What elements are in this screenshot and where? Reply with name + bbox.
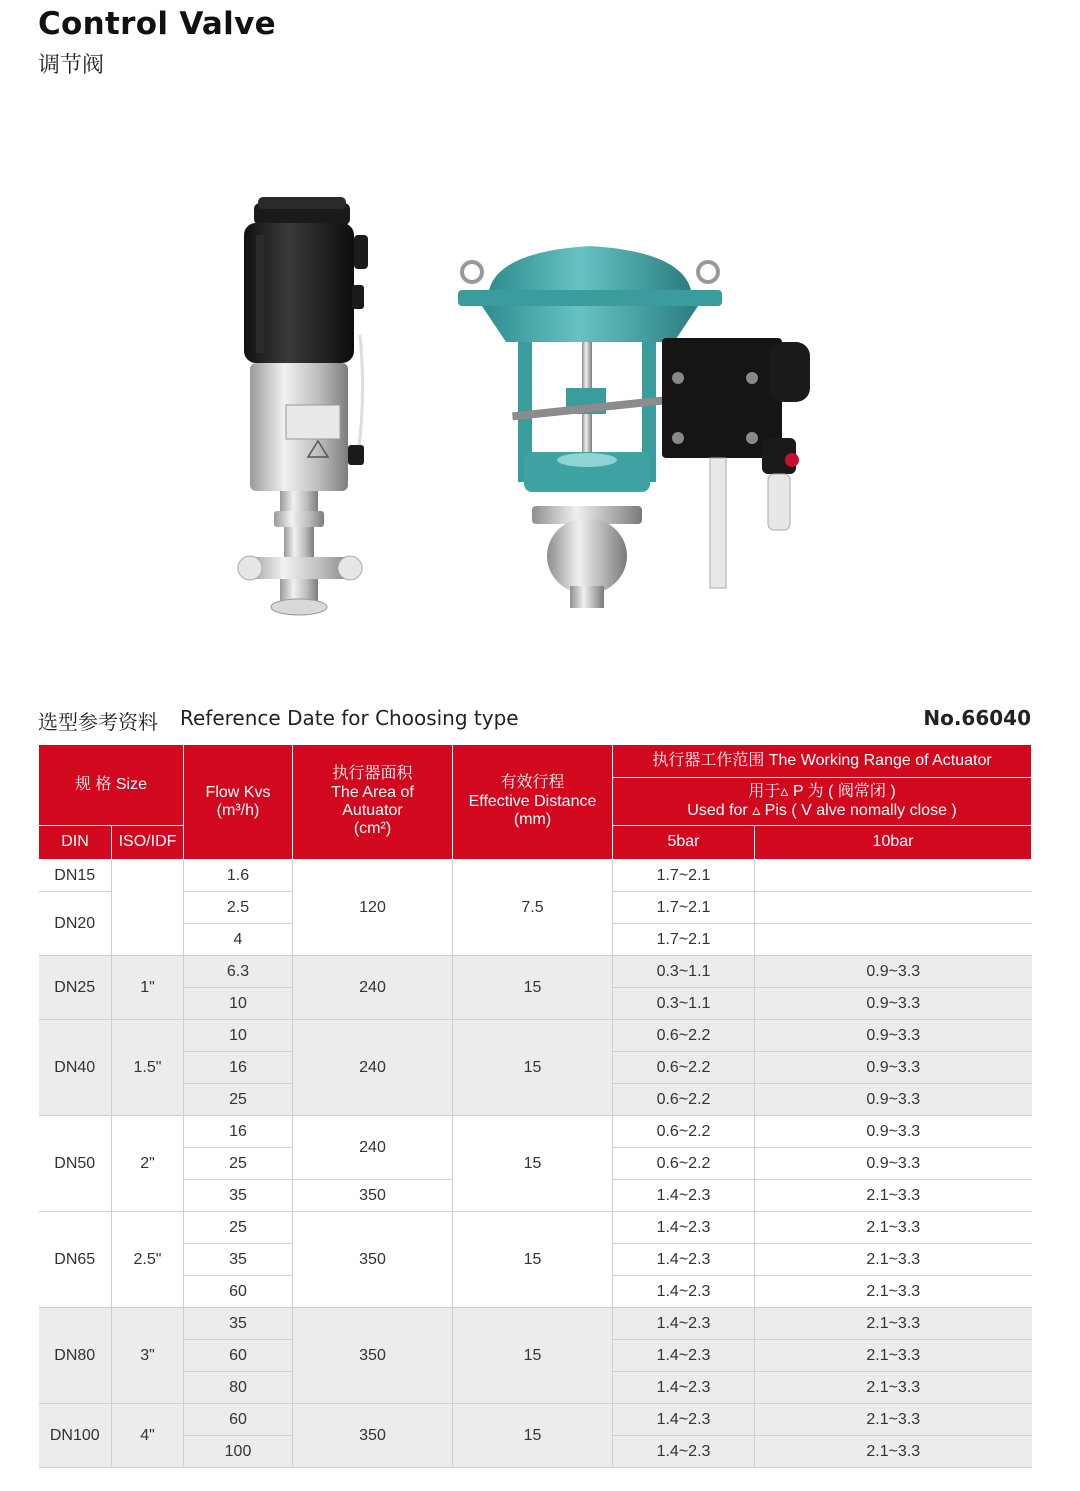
iso-cell: 2.5" [112,1212,184,1308]
group-dn80 [39,1308,1032,1404]
group-dn15-dn20 [39,860,1032,956]
distance-cell: 15 [453,1020,613,1116]
p10-cell: 0.9~3.3 [755,988,1032,1020]
din-cell: DN40 [39,1020,112,1116]
distance-cell: 15 [453,1116,613,1212]
kvs-cell: 100 [184,1436,293,1468]
th-distance-cn: 有效行程 [500,774,565,792]
kvs-cell: 25 [184,1148,293,1180]
din-cell: DN20 [39,892,112,956]
area-cell: 120 [293,860,453,956]
kvs-cell: 4 [184,924,293,956]
th-din: DIN [39,826,112,860]
kvs-cell: 25 [184,1212,293,1244]
p10-cell: 0.9~3.3 [755,1148,1032,1180]
table-row [39,1308,1032,1340]
kvs-cell: 60 [184,1404,293,1436]
th-used-for-en: Used for ▵ Pis ( V alve nomally close ) [687,801,957,819]
th-5bar: 5bar [613,826,755,860]
th-area-line3: (cm²) [353,820,392,838]
p10-cell [755,860,1032,892]
iso-cell: 1.5" [112,1020,184,1116]
p5-cell: 1.4~2.3 [613,1308,755,1340]
p5-cell: 1.4~2.3 [613,1372,755,1404]
th-distance-line1: Effective Distance [468,792,597,810]
th-10bar: 10bar [755,826,1032,860]
p5-cell: 0.3~1.1 [613,956,755,988]
iso-cell: 4" [112,1404,184,1468]
kvs-cell: 1.6 [184,860,293,892]
th-area-cn: 执行器面积 [332,765,413,783]
p5-cell: 0.3~1.1 [613,988,755,1020]
din-cell: DN15 [39,860,112,892]
p5-cell: 1.4~2.3 [613,1436,755,1468]
distance-cell: 15 [453,1308,613,1404]
reference-label-cn: 选型参考资料 [38,710,158,734]
kvs-cell: 35 [184,1308,293,1340]
page-subtitle: 调节阀 [38,53,105,78]
th-size: 规 格 Size [39,745,184,826]
din-cell: DN50 [39,1116,112,1212]
kvs-cell: 35 [184,1180,293,1212]
p5-cell: 1.7~2.1 [613,892,755,924]
th-used-for [613,778,1032,826]
th-working-range: 执行器工作范围 The Working Range of Actuator [613,745,1032,778]
area-cell: 350 [293,1308,453,1404]
distance-cell: 15 [453,956,613,1020]
kvs-cell: 25 [184,1084,293,1116]
kvs-cell: 10 [184,988,293,1020]
p10-cell: 0.9~3.3 [755,1084,1032,1116]
p10-cell: 2.1~3.3 [755,1340,1032,1372]
din-cell: DN65 [39,1212,112,1308]
p5-cell: 0.6~2.2 [613,1052,755,1084]
din-cell: DN80 [39,1308,112,1404]
p5-cell: 0.6~2.2 [613,1116,755,1148]
area-cell: 240 [293,956,453,1020]
kvs-cell: 60 [184,1340,293,1372]
p5-cell: 0.6~2.2 [613,1020,755,1052]
p5-cell: 0.6~2.2 [613,1084,755,1116]
p10-cell: 2.1~3.3 [755,1180,1032,1212]
distance-cell: 7.5 [453,860,613,956]
p5-cell: 1.4~2.3 [613,1180,755,1212]
kvs-cell: 6.3 [184,956,293,988]
p5-cell: 1.4~2.3 [613,1340,755,1372]
iso-cell: 2" [112,1116,184,1212]
group-dn50 [39,1116,1032,1212]
p10-cell: 2.1~3.3 [755,1436,1032,1468]
din-cell: DN100 [39,1404,112,1468]
th-area [293,745,453,860]
p5-cell: 1.4~2.3 [613,1244,755,1276]
p5-cell: 1.4~2.3 [613,1276,755,1308]
p10-cell: 0.9~3.3 [755,956,1032,988]
area-cell: 350 [293,1180,453,1212]
table-row [39,860,1032,892]
th-area-line1: The Area of [331,783,414,801]
p5-cell: 1.7~2.1 [613,860,755,892]
group-dn65 [39,1212,1032,1308]
p5-cell: 1.4~2.3 [613,1404,755,1436]
page-title: Control Valve [38,6,276,42]
kvs-cell: 16 [184,1052,293,1084]
th-area-line2: Autuator [342,802,403,819]
p10-cell: 2.1~3.3 [755,1212,1032,1244]
valve-photo-left [236,195,376,620]
th-distance-line2: (mm) [513,811,552,829]
valve-photo-right [452,238,832,618]
area-cell: 240 [293,1020,453,1116]
p5-cell: 1.4~2.3 [613,1212,755,1244]
p10-cell: 0.9~3.3 [755,1020,1032,1052]
p10-cell: 2.1~3.3 [755,1308,1032,1340]
kvs-cell: 16 [184,1116,293,1148]
th-iso: ISO/IDF [112,826,184,860]
kvs-cell: 35 [184,1244,293,1276]
table-row [39,1404,1032,1436]
p10-cell: 2.1~3.3 [755,1372,1032,1404]
table-row [39,1020,1032,1052]
p10-cell: 2.1~3.3 [755,1244,1032,1276]
din-cell: DN25 [39,956,112,1020]
iso-cell: 3" [112,1308,184,1404]
reference-label-en: Reference Date for Choosing type [180,706,519,730]
p10-cell: 2.1~3.3 [755,1404,1032,1436]
kvs-cell: 2.5 [184,892,293,924]
th-used-for-cn: 用于▵ P 为 ( 阀常闭 ) [748,783,896,801]
th-flow [184,745,293,860]
area-cell: 350 [293,1404,453,1468]
kvs-cell: 80 [184,1372,293,1404]
area-cell: 350 [293,1212,453,1308]
p5-cell: 0.6~2.2 [613,1148,755,1180]
p5-cell: 1.7~2.1 [613,924,755,956]
distance-cell: 15 [453,1212,613,1308]
reference-header [38,706,1031,736]
distance-cell: 15 [453,1404,613,1468]
th-flow-line1: Flow Kvs [205,783,271,801]
table-header [39,745,1032,860]
group-dn100 [39,1404,1032,1468]
p10-cell [755,924,1032,956]
p10-cell: 0.9~3.3 [755,1052,1032,1084]
model-number: No.66040 [923,706,1031,730]
table-row [39,1212,1032,1244]
p10-cell [755,892,1032,924]
kvs-cell: 10 [184,1020,293,1052]
p10-cell: 2.1~3.3 [755,1276,1032,1308]
th-distance [453,745,613,860]
th-flow-line2: (m³/h) [216,802,260,819]
p10-cell: 0.9~3.3 [755,1116,1032,1148]
group-dn25 [39,956,1032,1020]
iso-cell [112,860,184,956]
iso-cell: 1" [112,956,184,1020]
group-dn40 [39,1020,1032,1116]
spec-table [38,744,1032,1468]
table-row [39,1116,1032,1148]
table-row [39,956,1032,988]
area-cell: 240 [293,1116,453,1180]
kvs-cell: 60 [184,1276,293,1308]
